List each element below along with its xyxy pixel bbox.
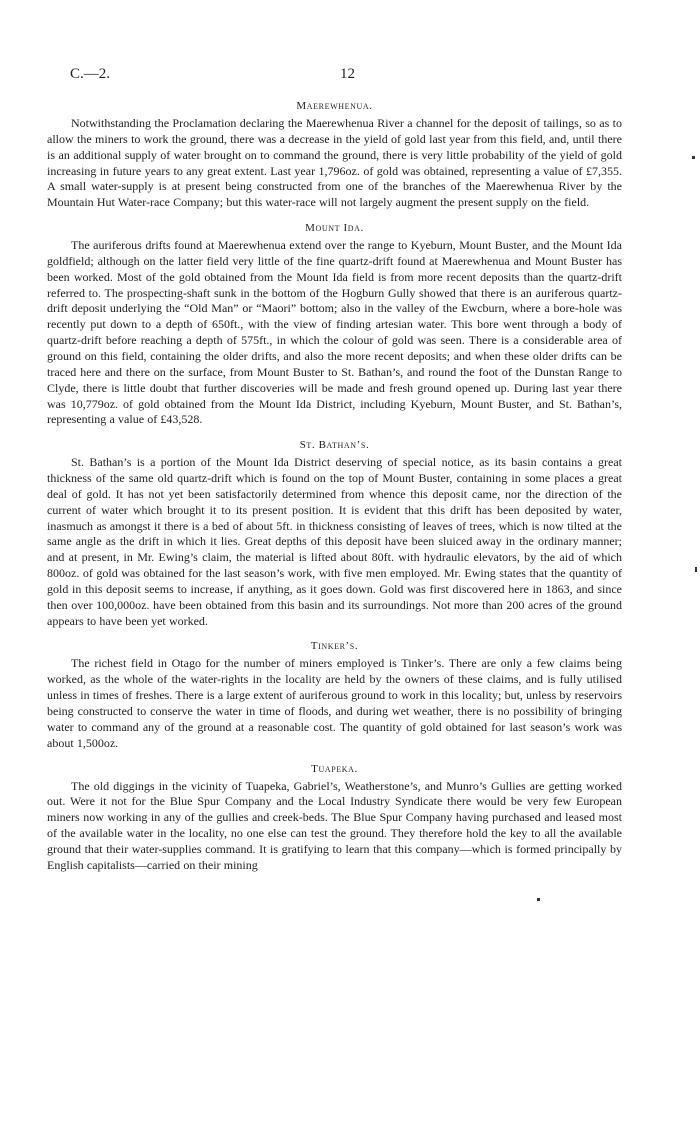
section-heading: Mount Ida. (305, 222, 364, 235)
page-number: 12 (340, 66, 355, 82)
section-st-bathans (47, 438, 622, 629)
scan-speck (537, 898, 540, 901)
section-heading: Tuapeka. (311, 762, 358, 775)
page-body (47, 99, 622, 884)
page-header (70, 66, 630, 86)
scan-speck (692, 156, 695, 159)
section-heading: St. Bathan’s. (299, 439, 370, 452)
section-mount-ida (47, 221, 622, 428)
section-tinkers (47, 639, 622, 751)
section-paragraph: St. Bathan’s is a portion of the Mount Ida District deserving of special notice, as its basin contains a great thickness of the same old quartz-drift which is found on the top of Mount Buster, containing in some places a great deal of gold. It has not yet been satisfactorily determined from whence this deposit came, nor the direction of the current of water which brought it to its present position. It is evident that this drift has been deposited by water, inasmuch as amongst it there is a bed of about 5ft. in thickness consisting of leaves of trees, which is now tilted at the same angle as the drift in which it lies. Great depths of this deposit have been sluiced away in the ordinary manner; and at present, in Mr. Ewing’s claim, the material is lifted about 80ft. with hydraulic elevators, by the aid of which 800oz. of gold was obtained for the last season’s work, with five men employed. Mr. Ewing states that the quantity of gold in this deposit seems to increase, if anything, as it goes down. Gold was first discovered here in 1863, and since then over 100,000oz. have been obtained from this basin and its surroundings. Not more than 200 acres of the ground appears to have been yet worked. (47, 455, 622, 628)
section-maerewhenua (47, 99, 622, 211)
scan-speck (695, 567, 697, 572)
section-heading: Tinker’s. (310, 640, 359, 653)
section-paragraph: The old diggings in the vicinity of Tuapeka, Gabriel’s, Weatherstone’s, and Munro’s Gullies are getting worked out. Were it not for the Blue Spur Company and the Local Industry Syndicate there would be very few European miners now working in any of the gullies and creek-beds. The Blue Spur Company having purchased and leased most of the available water in the locality, no one else can test the ground. They therefore hold the key to all the available ground that their water-supplies command. It is gratifying to learn that this company—which is formed principally by English capitalists—carried on their mining (47, 778, 622, 872)
section-heading: Maerewhenua. (296, 100, 373, 112)
section-paragraph: The richest field in Otago for the number of miners employed is Tinker’s. There are only a few claims being worked, as the whole of the water-rights in the locality are held by the owners of these claims, and is fully utilised unless in times of freshes. There is a large extent of auriferous ground to work in this locality; but, unless by reservoirs being constructed to conserve the water in time of floods, and during wet weather, there is no possibility of bringing water to command any of the ground at a reasonable cost. The quantity of gold obtained for last season’s work was about 1,500oz. (47, 656, 622, 750)
section-paragraph: The auriferous drifts found at Maerewhenua extend over the range to Kyeburn, Mount Buster, and the Mount Ida goldfield; although on the latter field very little of the fine quartz-drift found at Maerewhenua and Mount Buster has been worked. Most of the gold obtained from the Mount Ida field is from more recent deposits than the quartz-drift referred to. The prospecting-shaft sunk in the bottom of the Hogburn Gully showed that there is an auriferous quartz-drift deposit underlying the “Old Man” or “Maori” bottom; also in the valley of the Ewcburn, where a bore-hole was recently put down to a depth of 650ft., with the view of finding artesian water. This bore went through a body of quartz-drift before reaching a depth of 575ft., in which the colour of gold was seen. There is a considerable area of ground on this field, containing the older drifts, and also the more recent deposits; and when these older drifts can be traced here and there on the surface, from Mount Buster to St. Bathan’s, and round the foot of the Dunstan Range to Clyde, there is little doubt that further discoveries will be made and fresh ground opened up. During last year there was 10,779oz. of gold obtained from the Mount Ida District, including Kyeburn, Mount Buster, and St. Bathan’s, representing a value of £43,528. (47, 238, 622, 427)
section-paragraph: Notwithstanding the Proclamation declaring the Maerewhenua River a channel for the deposit of tailings, so as to allow the miners to work the ground, there was a decrease in the yield of gold last year from this field, and, until there is an additional supply of water brought on to command the ground, there is very little probability of the yield of gold increasing in future years to any great extent. Last year 1,796oz. of gold was obtained, representing a value of £7,355. A small water-supply is at present being constructed from one of the branches of the Maerewhenua River by the Mountain Hut Water-race Company; but this water-race will not largely augment the present supply on the field. (47, 116, 622, 210)
section-tuapeka (47, 762, 622, 874)
document-reference: C.—2. (70, 66, 111, 82)
